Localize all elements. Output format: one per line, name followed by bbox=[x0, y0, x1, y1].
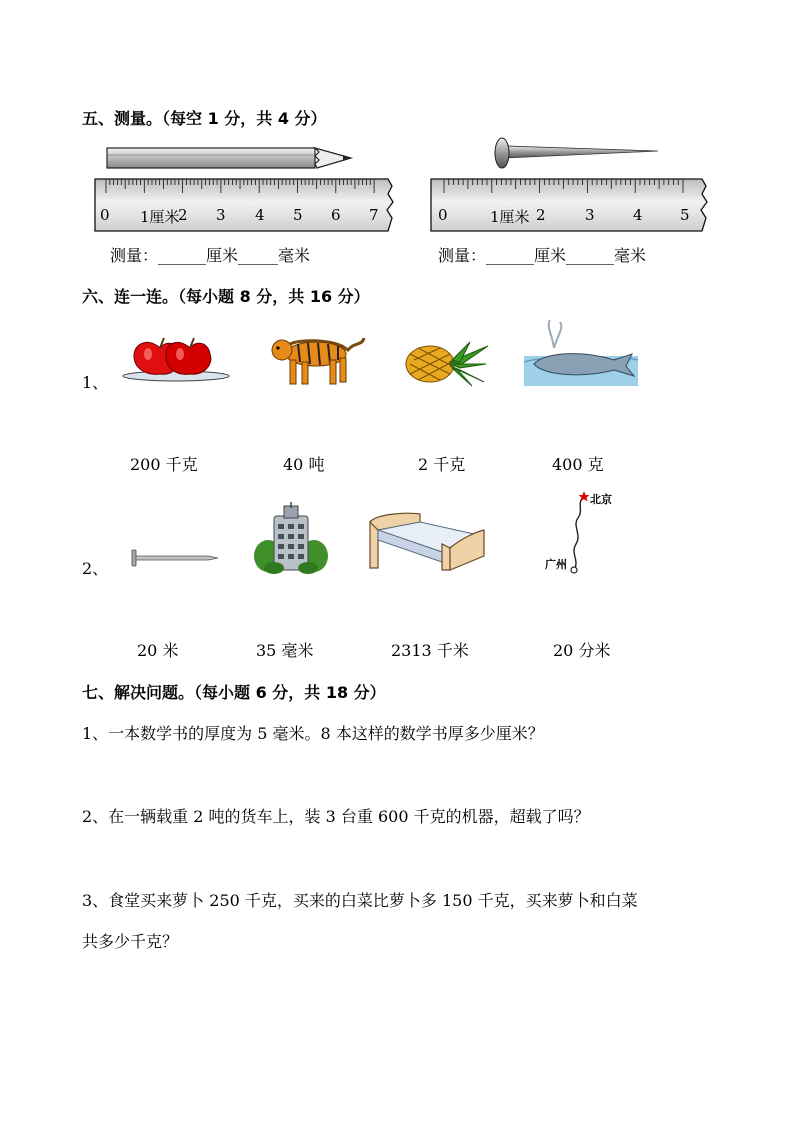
ruler2-label-3: 3 bbox=[585, 206, 595, 224]
q2-answer-1[interactable]: 20 米 bbox=[137, 641, 179, 660]
ruler2-label-1: 1厘米 bbox=[490, 208, 530, 226]
whale-image[interactable] bbox=[524, 320, 638, 386]
section5-title: 五、测量。（每空 1 分，共 4 分） bbox=[82, 109, 327, 128]
measure1-blank-cm[interactable]: ______ bbox=[158, 246, 207, 265]
measure-line-1 bbox=[110, 243, 310, 266]
measure2-blank-mm[interactable]: ______ bbox=[566, 246, 615, 265]
pencil-image bbox=[105, 144, 355, 172]
q2-answer-2[interactable]: 35 毫米 bbox=[256, 641, 314, 660]
tiger-image[interactable] bbox=[268, 328, 368, 388]
section7-title: 七、解决问题。（每小题 6 分，共 18 分） bbox=[82, 683, 386, 702]
ruler2-label-4: 4 bbox=[633, 206, 643, 224]
measure2-blank-cm[interactable]: ______ bbox=[486, 246, 535, 265]
q2-number: 2、 bbox=[82, 559, 109, 578]
measure2-unit-cm: 厘米 bbox=[534, 246, 567, 265]
problem-3-line-1: 3、食堂买来萝卜 250 千克，买来的白菜比萝卜多 150 千克，买来萝卜和白菜 bbox=[82, 891, 638, 910]
section6-title: 六、连一连。（每小题 8 分，共 16 分） bbox=[82, 287, 370, 306]
measure2-unit-mm: 毫米 bbox=[614, 246, 647, 265]
ruler1-label-2: 2 bbox=[178, 206, 188, 224]
apples-image[interactable] bbox=[120, 334, 232, 384]
measure1-blank-mm[interactable]: _____ bbox=[238, 246, 279, 265]
ruler2-label-0: 0 bbox=[438, 206, 448, 224]
measure-line-2 bbox=[438, 243, 646, 266]
map-label-guangzhou: 广州 bbox=[545, 558, 567, 571]
measure1-prefix: 测量： bbox=[110, 246, 159, 265]
problem-3-line-2: 共多少千克？ bbox=[82, 932, 179, 951]
ruler2-label-5: 5 bbox=[680, 206, 690, 224]
q1-number: 1、 bbox=[82, 373, 109, 392]
ruler1-label-0: 0 bbox=[100, 206, 110, 224]
measure1-unit-cm: 厘米 bbox=[206, 246, 239, 265]
measure2-prefix: 测量： bbox=[438, 246, 487, 265]
ruler1-label-7: 7 bbox=[369, 206, 379, 224]
problem-1: 1、一本数学书的厚度为 5 毫米。8 本这样的数学书厚多少厘米？ bbox=[82, 724, 544, 743]
q1-answer-1[interactable]: 200 千克 bbox=[130, 455, 198, 474]
ruler2-label-2: 2 bbox=[536, 206, 546, 224]
ruler1-label-5: 5 bbox=[293, 206, 303, 224]
ruler1-label-6: 6 bbox=[331, 206, 341, 224]
small-nail-image[interactable] bbox=[130, 548, 220, 568]
q1-answer-3[interactable]: 2 千克 bbox=[418, 455, 466, 474]
building-image[interactable] bbox=[254, 502, 328, 574]
ruler1-label-1: 1厘米 bbox=[140, 208, 180, 226]
bed-image[interactable] bbox=[366, 508, 488, 572]
ruler1-label-3: 3 bbox=[216, 206, 226, 224]
q2-answer-4[interactable]: 20 分米 bbox=[553, 641, 611, 660]
ruler1-label-4: 4 bbox=[255, 206, 265, 224]
map-label-beijing: 北京 bbox=[590, 493, 612, 506]
measure1-unit-mm: 毫米 bbox=[278, 246, 311, 265]
q1-answer-4[interactable]: 400 克 bbox=[552, 455, 604, 474]
q2-answer-3[interactable]: 2313 千米 bbox=[391, 641, 469, 660]
problem-2: 2、在一辆载重 2 吨的货车上，装 3 台重 600 千克的机器，超载了吗？ bbox=[82, 807, 590, 826]
q1-answer-2[interactable]: 40 吨 bbox=[283, 455, 325, 474]
pineapple-image[interactable] bbox=[404, 340, 490, 386]
nail-image bbox=[490, 136, 665, 172]
